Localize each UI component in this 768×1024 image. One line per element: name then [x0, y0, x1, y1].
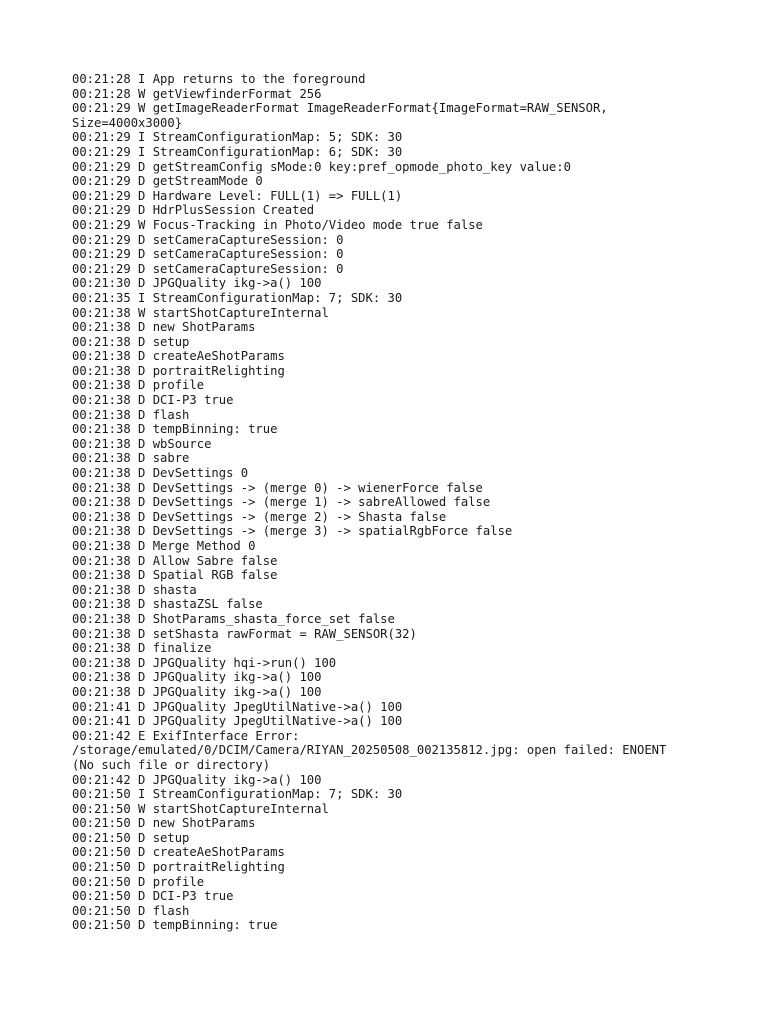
log-line: 00:21:50 D tempBinning: true: [72, 918, 278, 933]
log-line: 00:21:38 D tempBinning: true: [72, 422, 278, 437]
log-line: 00:21:38 D shastaZSL false: [72, 597, 263, 612]
log-document: [72, 72, 712, 933]
log-line: 00:21:50 D portraitRelighting: [72, 860, 285, 875]
log-line: 00:21:38 D Spatial RGB false: [72, 568, 278, 583]
log-line: 00:21:38 D new ShotParams: [72, 320, 256, 335]
log-line: 00:21:38 D JPGQuality ikg->a() 100: [72, 670, 322, 685]
log-line: 00:21:29 D setCameraCaptureSession: 0: [72, 261, 344, 276]
log-line: 00:21:50 I StreamConfigurationMap: 7; SDK: 30: [72, 787, 403, 802]
log-line: 00:21:38 D Allow Sabre false: [72, 553, 278, 568]
log-line: 00:21:38 D portraitRelighting: [72, 363, 285, 378]
log-line: 00:21:29 I StreamConfigurationMap: 5; SDK: 30: [72, 130, 403, 145]
log-line: 00:21:50 W startShotCaptureInternal: [72, 801, 329, 816]
log-line: 00:21:38 D shasta: [72, 582, 197, 597]
log-line: 00:21:29 D Hardware Level: FULL(1) => FULL(1): [72, 188, 403, 203]
log-line: 00:21:29 D setCameraCaptureSession: 0: [72, 232, 344, 247]
log-line: 00:21:42 E ExifInterface Error: /storage/emulated/0/DCIM/Camera/RIYAN_20250508_002135812.jpg: open failed: ENOENT (No such file or directory): [72, 728, 667, 772]
log-line: 00:21:38 D DevSettings 0: [72, 466, 249, 481]
log-line: 00:21:38 D flash: [72, 407, 190, 422]
log-line: 00:21:42 D JPGQuality ikg->a() 100: [72, 772, 322, 787]
log-line: 00:21:38 D DevSettings -> (merge 2) -> Shasta false: [72, 509, 447, 524]
log-line: 00:21:50 D setup: [72, 830, 190, 845]
log-line: 00:21:38 D setShasta rawFormat = RAW_SENSOR(32): [72, 626, 417, 641]
log-list: [72, 72, 712, 933]
log-line: 00:21:38 D finalize: [72, 641, 212, 656]
log-line: 00:21:38 D profile: [72, 378, 205, 393]
log-line: 00:21:29 I StreamConfigurationMap: 6; SDK: 30: [72, 144, 403, 159]
log-line: 00:21:38 D wbSource: [72, 436, 212, 451]
log-line: 00:21:41 D JPGQuality JpegUtilNative->a() 100: [72, 714, 403, 729]
log-line: 00:21:38 D DevSettings -> (merge 3) -> spatialRgbForce false: [72, 524, 513, 539]
log-line: 00:21:50 D profile: [72, 874, 205, 889]
log-line: 00:21:38 D DevSettings -> (merge 0) -> wienerForce false: [72, 480, 483, 495]
log-line: 00:21:38 D setup: [72, 334, 190, 349]
log-line: 00:21:30 D JPGQuality ikg->a() 100: [72, 276, 322, 291]
log-line: 00:21:38 D sabre: [72, 451, 190, 466]
log-line: 00:21:50 D createAeShotParams: [72, 845, 285, 860]
log-line: 00:21:38 D ShotParams_shasta_force_set false: [72, 611, 395, 626]
log-line: 00:21:38 W startShotCaptureInternal: [72, 305, 329, 320]
log-line: 00:21:29 D getStreamConfig sMode:0 key:pref_opmode_photo_key value:0: [72, 159, 571, 174]
log-line: 00:21:38 D DCI-P3 true: [72, 393, 234, 408]
log-line: 00:21:29 W Focus-Tracking in Photo/Video mode true false: [72, 217, 483, 232]
log-line: 00:21:50 D flash: [72, 903, 190, 918]
log-line: 00:21:38 D createAeShotParams: [72, 349, 285, 364]
log-line: 00:21:50 D DCI-P3 true: [72, 889, 234, 904]
log-line: 00:21:38 D DevSettings -> (merge 1) -> sabreAllowed false: [72, 495, 491, 510]
log-line: 00:21:29 D HdrPlusSession Created: [72, 203, 315, 218]
log-line: 00:21:38 D Merge Method 0: [72, 539, 256, 553]
log-line: 00:21:38 D JPGQuality ikg->a() 100: [72, 684, 322, 699]
log-line: 00:21:50 D new ShotParams: [72, 816, 256, 831]
log-line: 00:21:41 D JPGQuality JpegUtilNative->a() 100: [72, 699, 403, 714]
log-line: 00:21:29 W getImageReaderFormat ImageReaderFormat{ImageFormat=RAW_SENSOR, Size=4000x3000}: [72, 101, 608, 130]
log-line: 00:21:29 D setCameraCaptureSession: 0: [72, 247, 344, 262]
log-line: 00:21:29 D getStreamMode 0: [72, 174, 263, 189]
log-line: 00:21:28 I App returns to the foreground: [72, 72, 366, 86]
log-line: 00:21:38 D JPGQuality hqi->run() 100: [72, 655, 337, 670]
log-line: 00:21:28 W getViewfinderFormat 256: [72, 86, 322, 101]
log-line: 00:21:35 I StreamConfigurationMap: 7; SDK: 30: [72, 290, 403, 305]
